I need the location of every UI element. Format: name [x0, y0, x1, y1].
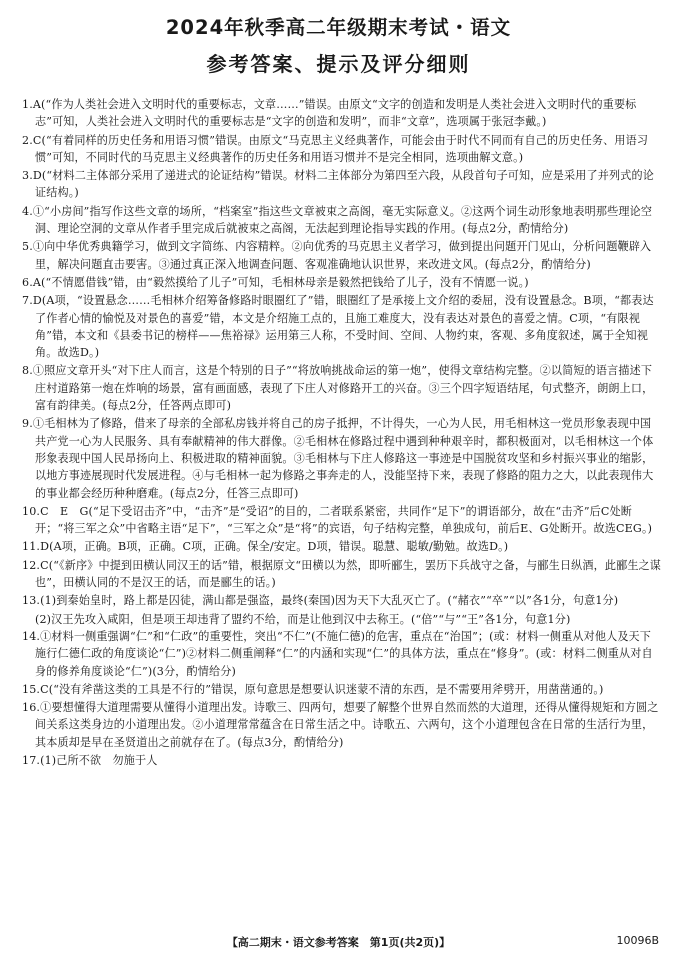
page-footer: 【高二期末・语文参考答案 第1页(共2页)】: [226, 936, 451, 949]
answer-item: [14, 238, 662, 273]
answer-number: 8.: [22, 364, 33, 378]
answer-number: 14.: [22, 629, 41, 643]
answer-number: 3.: [22, 169, 33, 183]
answer-text: ①向中华优秀典籍学习，做到文字简练、内容精粹。②向优秀的马克思主义者学习，做到提出问题开门见山，分析问题鞭辟入里，解决问题直击要害。③通过真正深入地调查问题、客观准确地认识世界，来改进文风。(每点2分，酌情给分): [32, 240, 652, 271]
answer-number: 7.: [22, 294, 33, 308]
answer-item: [14, 274, 662, 291]
answer-item: [14, 592, 662, 609]
answer-number: 12.: [22, 558, 41, 572]
answer-text: C E G(“足下受诏击齐”中，“击齐”是“受诏”的目的，二者联系紧密，共同作“足下”的谓语部分，故在“击齐”后C处断开；“将三军之众”中省略主语“足下”，“三军之众”是“将”的宾语，句子结构完整，单独成句，前后E、G处断开。故选CEG。): [35, 504, 653, 536]
answer-item: [14, 752, 662, 769]
answer-text: ①要想懂得大道理需要从懂得小道理出发。诗歌三、四两句，想要了解整个世界自然而然的大道理，还得从懂得规矩和方圆之间关系这类身边的小道理出发。②小道理常常蕴含在日常生活之中。诗歌五、六两句，这个小道理包含在日常的生活行为里，其本质却是早在圣贤道出之前就存在了。(每点3分，酌情给分): [35, 701, 659, 749]
answer-list: [14, 96, 662, 770]
answer-text: A(“作为人类社会进入文明时代的重要标志，文章……”错误。由原文“文字的创造和发明是人类社会进入文明时代的重要标志”可知，人类社会进入文明时代的重要标志是“文字的创造和发明”，而非“文章”，选项属于张冠李戴。): [32, 98, 637, 129]
answer-text: D(“材料二主体部分采用了递进式的论证结构”错误。材料二主体部分为第四至六段，从段首句子可知，应是采用了并列式的论证结构。): [32, 169, 654, 200]
answer-text: (1)己所不欲 勿施于人: [40, 753, 158, 767]
answer-text: C(“有着同样的历史任务和用语习惯”错误。由原文“马克思主义经典著作，可能会由于时代不同而有自己的历史任务、用语习惯”可知，不同时代的马克思主义经典著作的历史任务和用语习惯并不是完全相同，选项曲解文意。): [32, 133, 649, 164]
page-title: 2024年秋季高二年级期末考试・语文: [165, 16, 512, 39]
page-subtitle: 参考答案、提示及评分细则: [206, 52, 471, 76]
answer-number: 2.: [22, 133, 33, 147]
answer-text: ①材料一侧重强调“仁”和“仁政”的重要性，突出“不仁”(不施仁德)的危害，重点在“治国”；(或：材料一侧重从对他人及天下施行仁德仁政的角度谈论“仁”)②材料二侧重阐释“仁”的内涵和实现“仁”的具体方法，重点在“修身”。(或：材料二侧重从对自身的修养角度谈论“仁”)(3分，酌情给分): [35, 629, 653, 678]
answer-item: [14, 292, 662, 361]
answer-text: D(A项，“设置悬念……毛相林介绍筹备修路时眼圈红了”错，眼圈红了是承接上文介绍的委屈，没有设置悬念。B项，“都表达了作者心情的愉悦及对景色的喜爱”错，本文是介绍施工点的，且施工难度大，没有表达对景色的喜爱之情。C项，“有限视角”错，本文和《县委书记的榜样——焦裕禄》运用第三人称，不受时间、空间、人物约束，客观、多角度叙述，属于全知视角。故选D。): [32, 294, 654, 360]
answer-number: 4.: [22, 204, 33, 218]
answer-number: 11.: [22, 540, 41, 554]
answer-number: 15.: [22, 682, 41, 696]
answer-text: C(“《新序》中提到田横认同汉王的话”错，根据原文“田横以为然，即听郦生，罢历下兵战守之备，与郦生日纵酒，此郦生之谋也”，田横认同的不是汉王的话，而是郦生的话。): [35, 558, 662, 590]
answer-item: [14, 681, 662, 698]
answer-text: C(“没有斧凿这类的工具是不行的”错误，原句意思是想要认识迷蒙不清的东西，是不需要用斧劈开，用凿凿通的。): [40, 682, 604, 696]
answer-item: [14, 628, 662, 680]
answer-text: ①“小房间”指写作这些文章的场所，“档案室”指这些文章被束之高阁，毫无实际意义。②这两个词生动形象地表明那些理论空洞、理论空洞的文章从作者手里完成后就被束之高阁，无法起到理论指导实践的作用。(每点2分，酌情给分): [32, 204, 653, 236]
answer-number: 17.: [22, 753, 41, 767]
answer-text: D(A项，正确。B项，正确。C项，正确。保全/安定。D项，错误。聪慧、聪敏/勤勉。故选D。): [40, 540, 509, 554]
answer-text: A(“不情愿借钱”错，由“毅然摸给了儿子”可知，毛相林母亲是毅然把钱给了儿子，没有不情愿一说。): [32, 275, 529, 289]
answer-number: 16.: [22, 701, 41, 715]
answer-number: 9.: [22, 417, 33, 431]
answer-item: [14, 503, 662, 538]
answer-item: [14, 699, 662, 751]
answer-text: ①照应文章开头“对下庄人而言，这是个特别的日子”“将放响挑战命运的第一炮”，使得文章结构完整。②以简短的语言描述下庄村道路第一炮在炸响的场景，富有画面感，表现了下庄人对修路开工的兴奋。③三个四字短语结尾，句式整齐，朗朗上口，富有韵律美。(每点2分，任答两点即可): [32, 364, 654, 413]
answer-number: 6.: [22, 275, 33, 289]
answer-text: ①毛相林为了修路，借来了母亲的全部私房钱并将自己的房子抵押，不计得失，一心为人民，用毛相林这一党员形象表现中国共产党一心为人民服务、具有奉献精神的伟大群像。②毛相林在修路过程中遇到种种艰辛时，都积极面对，以毛相林这一个体形象表现中国人民昂扬向上、积极进取的精神面貌。③毛相林与下庄人修路这一事迹是中国脱贫攻坚和乡村振兴事业的缩影，以地方事迹展现时代发展进程。④与毛相林一起为修路之事奔走的人，没能坚持下来，表现了修路的阻力之大，以此表现伟大的事业都会经历种种磨难。(每点2分，任答三点即可): [32, 417, 654, 500]
answer-number: 13.: [22, 594, 41, 608]
answer-item: [14, 132, 662, 167]
answer-item: [14, 96, 662, 131]
answer-item: [14, 415, 662, 501]
document-code: 10096B: [616, 934, 659, 947]
answer-item: [14, 203, 662, 238]
answer-item: [14, 557, 662, 592]
answer-item: [14, 362, 662, 414]
answer-number: 1.: [22, 98, 33, 111]
answer-number: 10.: [22, 504, 41, 518]
answer-number: 5.: [22, 240, 33, 254]
answer-item: [14, 167, 662, 202]
answer-item: [14, 538, 662, 555]
answer-subitem: (2)汉王先攻入咸阳，但是项王却违背了盟约不给，而是让他到汉中去称王。(“倍”“与”“王”各1分，句意1分): [35, 612, 571, 626]
answer-text: (1)到秦始皇时，路上都是囚徒，满山都是强盗，最终(秦国)因为天下大乱灭亡了。(“赭衣”“卒”“以”各1分，句意1分): [40, 594, 619, 608]
